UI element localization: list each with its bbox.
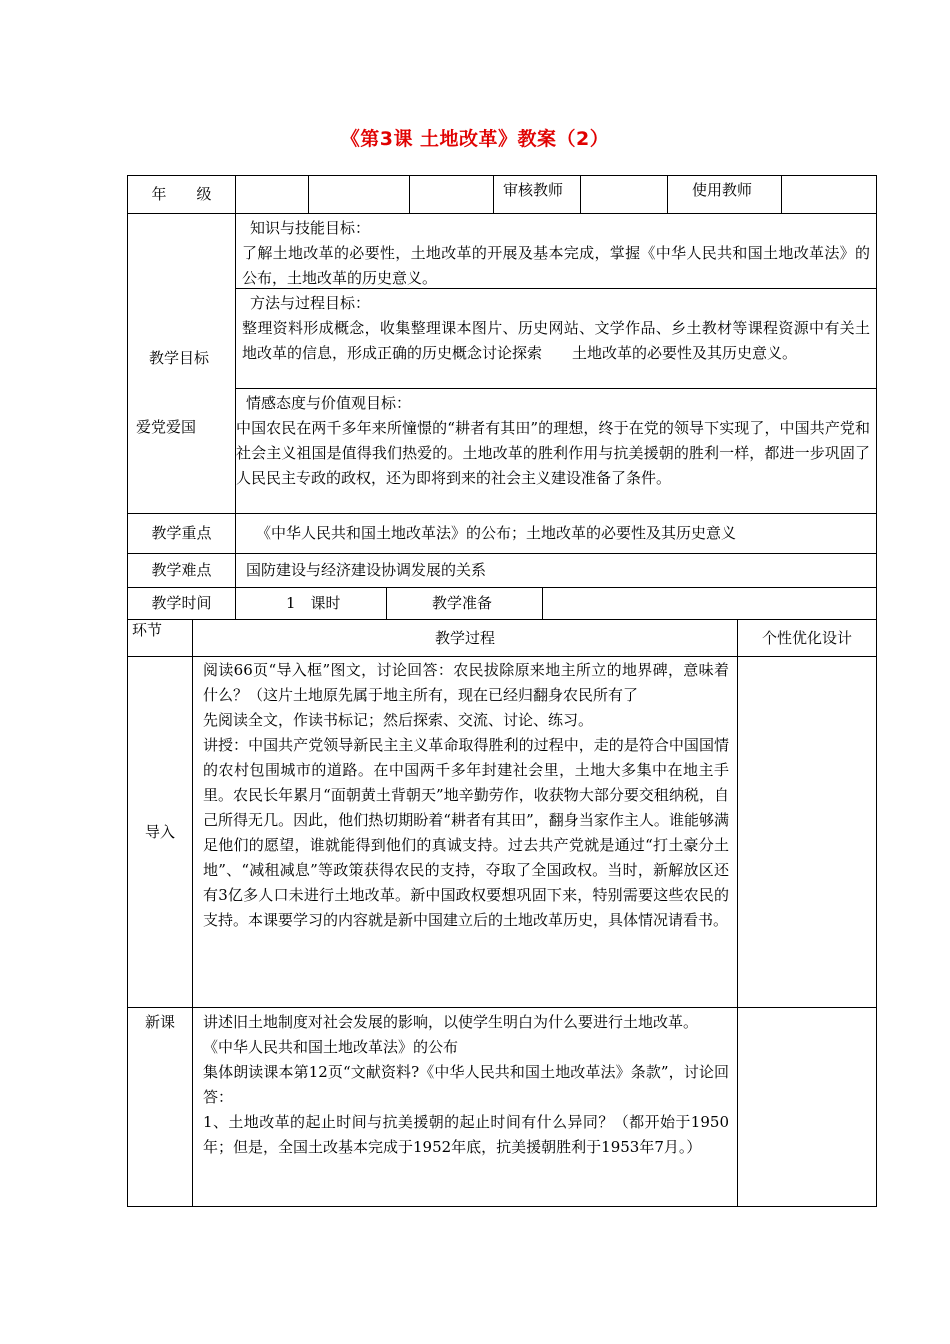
new-lesson-paragraph: 1、土地改革的起止时间与抗美援朝的起止时间有什么异同？（都开始于1950年；但是，全国土改基本完成于1952年底，抗美援朝胜利于1953年7月。） [203, 1113, 729, 1156]
emotion-goal-heading: 情感态度与价值观目标： [246, 394, 412, 412]
difficulty-text-cell [235, 553, 877, 588]
objectives-label-cell [127, 213, 236, 514]
section-header-cell [127, 619, 193, 657]
grade-value-cell-3 [409, 175, 494, 214]
method-goal-text: 整理资料形成概念，收集整理课本图片、历史网站、文学作品、乡土教材等课程资源中有关土地改革的信息，形成正确的历史概念讨论探索 土地改革的必要性及其历史意义。 [242, 319, 870, 362]
section-header: 环节 [132, 621, 163, 639]
design-header-cell [737, 619, 877, 657]
grade-value-cell-2 [308, 175, 410, 214]
method-goal-heading: 方法与过程目标： [250, 294, 371, 312]
new-lesson-label-cell [127, 1007, 193, 1207]
reviewer-label: 审核教师 [503, 181, 564, 199]
intro-paragraph: 先阅读全文，作读书标记；然后探索、交流、讨论、练习。 [203, 711, 594, 729]
process-header: 教学过程 [434, 628, 495, 647]
knowledge-goal-heading: 知识与技能目标： [250, 219, 371, 237]
process-header-cell [192, 619, 738, 657]
new-lesson-paragraph: 集体朗读课本第12页“文献资料?《中华人民共和国土地改革法》条款”，讨论回答： [203, 1063, 729, 1106]
intro-paragraph: 阅读66页“导入框”图文，讨论回答：农民拔除原来地主所立的地界碑，意味着什么？（这片土地原先属于地主所有，现在已经归翻身农民所有了 [203, 661, 729, 704]
prep-label-cell [386, 587, 543, 620]
objectives-extra-label: 爱党爱国 [136, 418, 197, 436]
prep-label: 教学准备 [432, 594, 493, 612]
objectives-label: 教学目标 [149, 349, 210, 367]
reviewer-label-cell [493, 175, 581, 214]
grade-label-cell [127, 175, 236, 214]
new-lesson-label: 新课 [145, 1013, 176, 1031]
user-label-cell [667, 175, 782, 214]
key-point-label: 教学重点 [151, 524, 212, 542]
intro-label: 导入 [144, 822, 175, 841]
knowledge-goal-cell [235, 213, 877, 289]
reviewer-value-cell [580, 175, 668, 214]
design-header: 个性优化设计 [761, 628, 852, 647]
new-lesson-paragraph: 讲述旧土地制度对社会发展的影响，以使学生明白为什么要进行土地改革。 [203, 1013, 699, 1031]
user-label: 使用教师 [692, 181, 753, 199]
difficulty-label-cell [127, 553, 236, 588]
key-point-text-cell [235, 513, 877, 554]
knowledge-goal-text: 了解土地改革的必要性，土地改革的开展及基本完成，掌握《中华人民共和国土地改革法》的公布，土地改革的历史意义。 [242, 244, 870, 287]
new-lesson-content-cell [192, 1007, 738, 1207]
grade-label: 年 级 [151, 185, 212, 203]
time-value-cell [235, 587, 387, 620]
grade-value-cell-1 [235, 175, 309, 214]
key-point-label-cell [127, 513, 236, 554]
document-title: 《第3课 土地改革》教案（2） [340, 128, 610, 150]
intro-design-cell [737, 656, 877, 1008]
user-value-cell [781, 175, 877, 214]
time-label: 教学时间 [151, 594, 212, 612]
prep-value-cell [542, 587, 877, 620]
difficulty-label: 教学难点 [151, 561, 212, 579]
intro-content-cell [192, 656, 738, 1008]
new-lesson-design-cell [737, 1007, 877, 1207]
new-lesson-paragraph: 《中华人民共和国土地改革法》的公布 [203, 1038, 459, 1056]
emotion-goal-cell [235, 388, 877, 514]
difficulty-text: 国防建设与经济建设协调发展的关系 [246, 561, 487, 579]
key-point-text: 《中华人民共和国土地改革法》的公布；土地改革的必要性及其历史意义 [256, 524, 737, 542]
time-value: 1 课时 [286, 594, 341, 612]
time-label-cell [127, 587, 236, 620]
method-goal-cell [235, 288, 877, 389]
emotion-goal-text: 中国农民在两千多年来所憧憬的“耕者有其田”的理想，终于在党的领导下实现了，中国共产党和社会主义祖国是值得我们热爱的。土地改革的胜利作用与抗美援朝的胜利一样，都进一步巩固了人民民主专政的政权，还为即将到来的社会主义建设准备了条件。 [236, 419, 870, 487]
intro-paragraph: 讲授：中国共产党领导新民主主义革命取得胜利的过程中，走的是符合中国国情的农村包围城市的道路。在中国两千多年封建社会里，土地大多集中在地主手里。农民长年累月“面朝黄土背朝天”地辛勤劳作，收获物大部分要交租纳税，自己所得无几。因此，他们热切期盼着“耕者有其田”，翻身当家作主人。谁能够满足他们的愿望，谁就能得到他们的真诚支持。过去共产党就是通过“打土豪分土地”、“减租减息”等政策获得农民的支持，夺取了全国政权。当时，新解放区还有3亿多人口未进行土地改革。新中国政权要想巩固下来，特别需要这些农民的支持。本课要学习的内容就是新中国建立后的土地改革历史，具体情况请看书。 [203, 736, 729, 929]
intro-label-cell [127, 656, 193, 1008]
